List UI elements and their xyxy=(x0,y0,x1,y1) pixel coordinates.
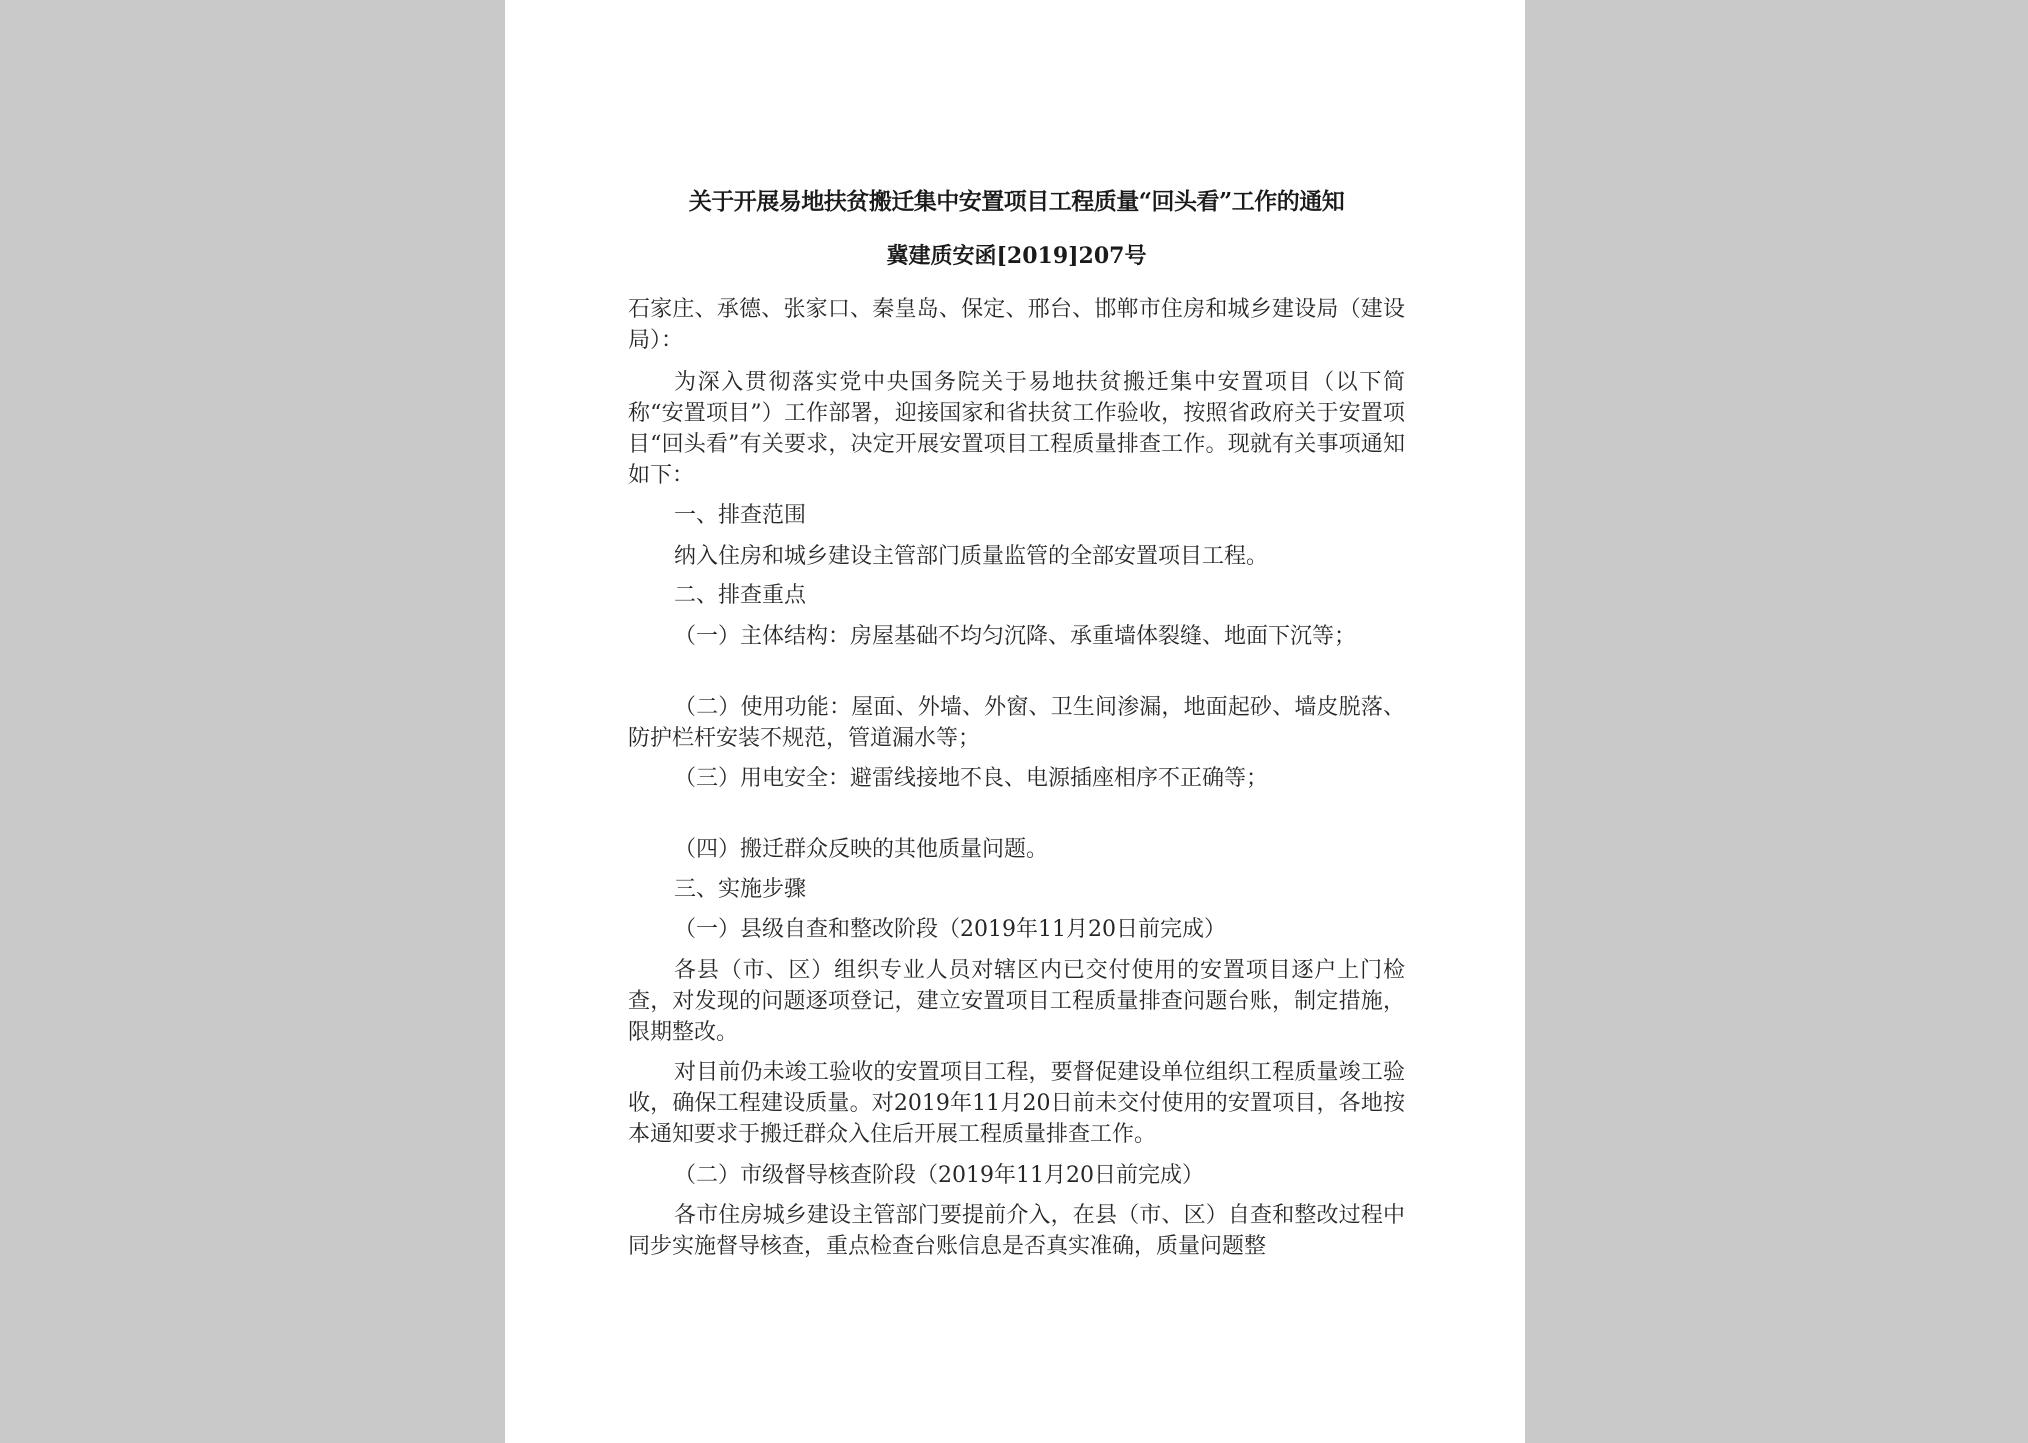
addressee: 石家庄、承德、张家口、秦皇岛、保定、邢台、邯郸市住房和城乡建设局（建设局）： xyxy=(628,297,1405,353)
section2-item-1: （一）主体结构：房屋基础不均匀沉降、承重墙体裂缝、地面下沉等； xyxy=(674,624,1357,649)
intro-paragraph: 为深入贯彻落实党中央国务院关于易地扶贫搬迁集中安置项目（以下简称“安置项目”）工作部署，迎接国家和省扶贫工作验收，按照省政府关于安置项目“回头看”有关要求，决定开展安置项目工程质量排查工作。现就有关事项通知如下： xyxy=(628,370,1405,488)
section3-step-1-text-1: 各县（市、区）组织专业人员对辖区内已交付使用的安置项目逐户上门检查，对发现的问题逐项登记，建立安置项目工程质量排查问题台账，制定措施，限期整改。 xyxy=(628,958,1405,1045)
section2-heading: 二、排查重点 xyxy=(674,583,807,608)
section3-heading: 三、实施步骤 xyxy=(674,877,807,902)
section3-step-2: （二）市级督导核查阶段（2019年11月20日前完成） xyxy=(674,1163,1204,1188)
section1-text: 纳入住房和城乡建设主管部门质量监管的全部安置项目工程。 xyxy=(674,544,1269,569)
section2-item-3: （三）用电安全：避雷线接地不良、电源插座相序不正确等； xyxy=(674,766,1269,791)
section3-step-2-text: 各市住房城乡建设主管部门要提前介入，在县（市、区）自查和整改过程中同步实施督导核查，重点检查台账信息是否真实准确，质量问题整 xyxy=(628,1203,1405,1259)
document-number: 冀建质安函[2019]207号 xyxy=(886,243,1147,269)
document-title: 关于开展易地扶贫搬迁集中安置项目工程质量“回头看”工作的通知 xyxy=(688,188,1345,215)
section2-item-2: （二）使用功能：屋面、外墙、外窗、卫生间渗漏，地面起砂、墙皮脱落、防护栏杆安装不规范，管道漏水等； xyxy=(628,695,1405,751)
section1-heading: 一、排查范围 xyxy=(674,503,807,528)
document-page xyxy=(505,0,1525,1443)
section3-step-1-text-2: 对目前仍未竣工验收的安置项目工程，要督促建设单位组织工程质量竣工验收，确保工程建设质量。对2019年11月20日前未交付使用的安置项目，各地按本通知要求于搬迁群众入住后开展工程质量排查工作。 xyxy=(628,1060,1405,1147)
section2-item-4: （四）搬迁群众反映的其他质量问题。 xyxy=(674,837,1049,862)
section3-step-1: （一）县级自查和整改阶段（2019年11月20日前完成） xyxy=(674,917,1226,942)
